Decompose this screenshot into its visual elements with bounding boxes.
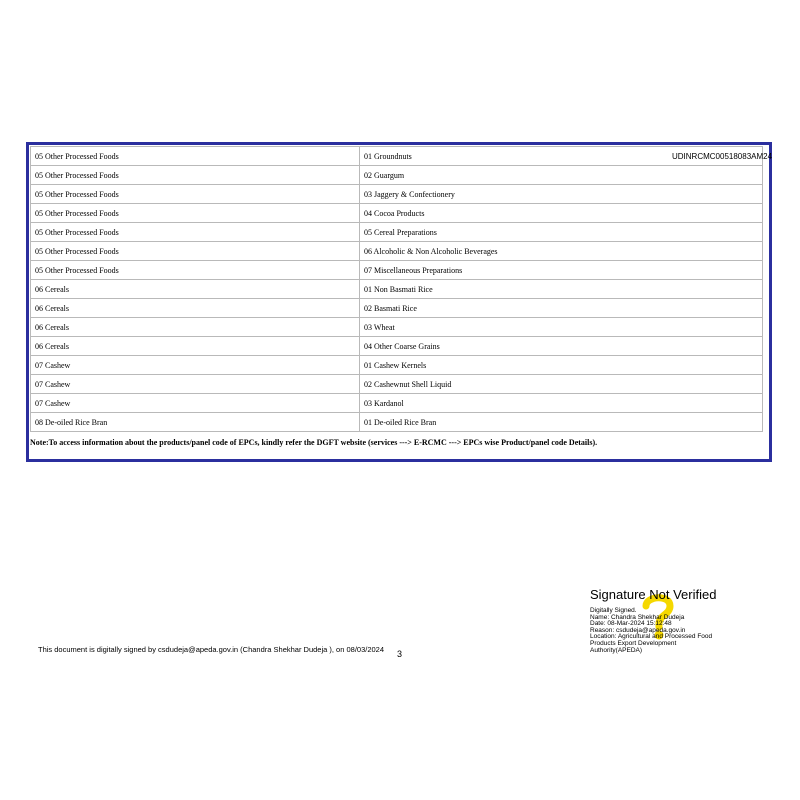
product-cell: 02 Cashewnut Shell Liquid: [360, 375, 763, 394]
table-row: [31, 223, 763, 242]
category-cell: 06 Cereals: [31, 337, 360, 356]
category-cell: 05 Other Processed Foods: [31, 223, 360, 242]
note-text: Note:To access information about the products/panel code of EPCs, kindly refer the DGFT website (services ---> E-RCMC ---> EPCs wise Product/panel code Details).: [30, 438, 598, 447]
table-row: [31, 242, 763, 261]
product-cell: 06 Alcoholic & Non Alcoholic Beverages: [360, 242, 763, 261]
table-row: [31, 204, 763, 223]
table-row: [31, 337, 763, 356]
product-cell: 03 Jaggery & Confectionery: [360, 185, 763, 204]
product-cell: 01 De-oiled Rice Bran: [360, 413, 763, 432]
signature-line: Products Export Development: [590, 639, 677, 647]
signature-line: Authority(APEDA): [590, 646, 643, 654]
table-row: [31, 147, 763, 166]
product-cell: 04 Cocoa Products: [360, 204, 763, 223]
udin-number: UDINRCMC00518083AM24: [672, 152, 773, 161]
table-row: [31, 299, 763, 318]
table-row: [31, 413, 763, 432]
table-row: [31, 261, 763, 280]
signature-line: Date: 08-Mar-2024 15:12:48: [590, 620, 672, 628]
product-cell: 01 Cashew Kernels: [360, 356, 763, 375]
table-row: [31, 280, 763, 299]
category-cell: 05 Other Processed Foods: [31, 261, 360, 280]
category-cell: 05 Other Processed Foods: [31, 185, 360, 204]
category-cell: 05 Other Processed Foods: [31, 242, 360, 261]
signature-line: Name: Chandra Shekhar Dudeja: [590, 613, 685, 621]
category-cell: 06 Cereals: [31, 318, 360, 337]
product-cell: 01 Groundnuts: [360, 147, 763, 166]
category-cell: 05 Other Processed Foods: [31, 147, 360, 166]
category-cell: 07 Cashew: [31, 375, 360, 394]
signature-status: Signature Not Verified: [590, 587, 717, 602]
product-cell: 04 Other Coarse Grains: [360, 337, 763, 356]
table-row: [31, 356, 763, 375]
category-cell: 05 Other Processed Foods: [31, 166, 360, 185]
table-row: [31, 375, 763, 394]
product-table: [30, 146, 763, 432]
category-cell: 07 Cashew: [31, 394, 360, 413]
product-cell: 03 Wheat: [360, 318, 763, 337]
table-row: [31, 166, 763, 185]
table-row: [31, 185, 763, 204]
page-number: 3: [397, 649, 403, 659]
product-cell: 05 Cereal Preparations: [360, 223, 763, 242]
product-cell: 01 Non Basmati Rice: [360, 280, 763, 299]
product-cell: 02 Basmati Rice: [360, 299, 763, 318]
table-row: [31, 318, 763, 337]
signature-details: [590, 608, 790, 654]
signature-block: [590, 588, 790, 654]
product-cell: 07 Miscellaneous Preparations: [360, 261, 763, 280]
digital-sign-footer: This document is digitally signed by csdudeja@apeda.gov.in (Chandra Shekhar Dudeja ), on 08/03/2024: [38, 645, 385, 654]
category-cell: 05 Other Processed Foods: [31, 204, 360, 223]
category-cell: 06 Cereals: [31, 280, 360, 299]
table-row: [31, 394, 763, 413]
signature-line: Location: Agricultural and Processed Food: [590, 633, 713, 641]
signature-line: Digitally Signed.: [590, 607, 637, 614]
category-cell: 08 De-oiled Rice Bran: [31, 413, 360, 432]
category-cell: 06 Cereals: [31, 299, 360, 318]
signature-line: Reason: csdudeja@apeda.gov.in: [590, 626, 686, 634]
product-cell: 03 Kardanol: [360, 394, 763, 413]
product-cell: 02 Guargum: [360, 166, 763, 185]
category-cell: 07 Cashew: [31, 356, 360, 375]
